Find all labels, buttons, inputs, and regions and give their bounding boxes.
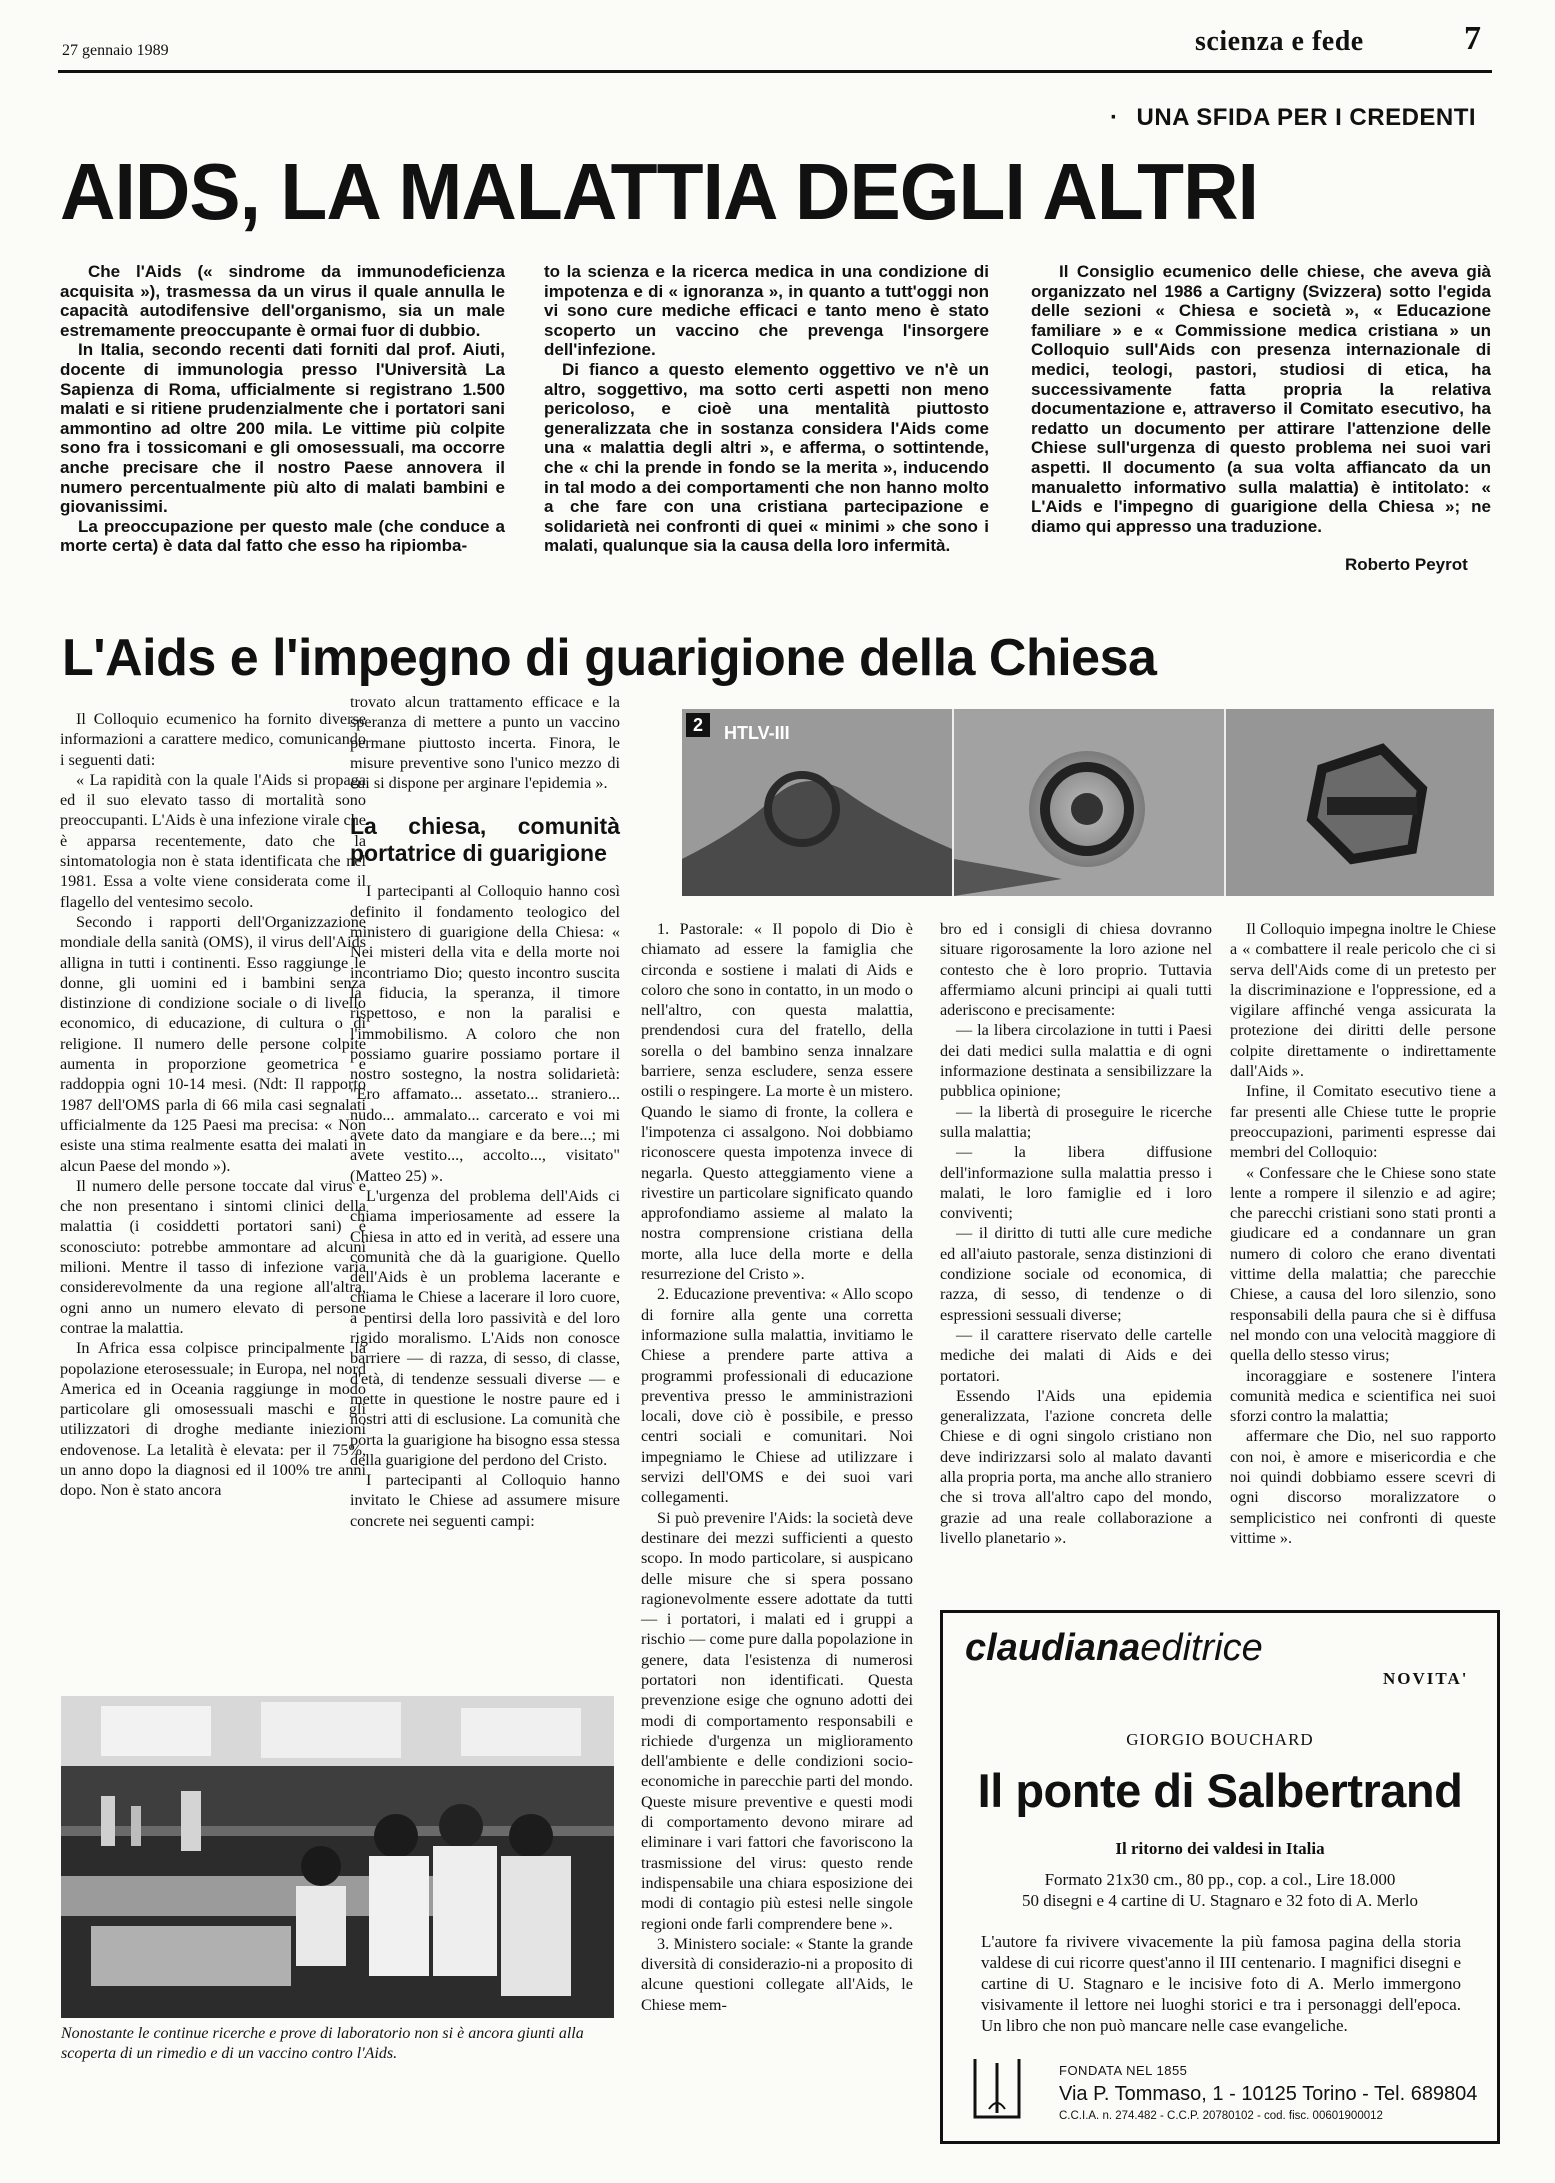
publisher-name: claudiana bbox=[965, 1627, 1141, 1669]
page-number: 7 bbox=[1464, 20, 1481, 57]
new-release-tag: NOVITA' bbox=[1383, 1669, 1469, 1688]
article-paragraph: — la libera circolazione in tutti i Paesi dei dati medici sulla malattia e di ogni informazione destinata a sensibilizzare la pubblica opinione; bbox=[940, 1021, 1212, 1101]
article-paragraph: — la libertà di proseguire le ricerche sulla malattia; bbox=[940, 1102, 1212, 1141]
publisher-suffix: editrice bbox=[1140, 1627, 1263, 1669]
article-column-4 bbox=[940, 919, 1212, 1548]
section-title: scienza e fede bbox=[1195, 26, 1364, 57]
lead-column-1 bbox=[60, 262, 505, 556]
publisher-address: Via P. Tommaso, 1 - 10125 Torino - Tel. 689804 bbox=[1059, 2083, 1478, 2105]
article-paragraph: Si può prevenire l'Aids: la società deve destinare dei mezzi sufficienti a questo scopo. In modo particolare, si auspicano delle misure che si spera possano ragionevolmente essere adottate da tutti — i portatori, i malati ed i gruppi a rischio — come pure dalla popolazione in genere, data l'esistenza di numerosi portatori non identificati. Questa prevenzione esige che ognuno adotti dei modi di comportamento responsabili e richiede d'urgenza un miglioramento dell'ambiente e delle condizioni socio-economiche in parecchie parti del mondo. Queste misure preventive e questi modi di comportamento devono mirare ad eliminare i vari fattori che favoriscono la trasmissione del virus: questo rende indispensabile una chiara esposizione dei modi di contagio più estesi nelle singole regioni onde farli comprendere bene ». bbox=[641, 1508, 913, 1933]
lead-column-3 bbox=[1031, 262, 1491, 536]
laboratory-photo bbox=[61, 1696, 614, 2018]
author-signature: Roberto Peyrot bbox=[1345, 555, 1468, 574]
kicker: · UNA SFIDA PER I CREDENTI bbox=[1110, 104, 1476, 132]
lead-column-2 bbox=[544, 262, 989, 556]
lead-paragraph: to la scienza e la ricerca medica in una condizione di impotenza e di « ignoranza », in quanto a tutt'oggi non vi sono cure mediche efficaci e tanto meno è stato scoperto un vaccino che prevenga l'insorgere dell'infezione. bbox=[544, 262, 989, 360]
article-paragraph: trovato alcun trattamento efficace e la speranza di mettere a punto un vaccino permane piuttosto incerta. Finora, le misure preventive sono l'unico mezzo di cui si dispone per arginare l'epidemia ». bbox=[350, 693, 620, 793]
article-paragraph: Il numero delle persone toccate dal virus e che non presentano i sintomi clinici della malattia (i cosiddetti portatori sani) è sconosciuto: potrebbe ammontare ad alcuni milioni. Mentre il tasso di infezione varia considerevolmente da una regione all'altra, ogni anno un numero elevato di persone contrae la malattia. bbox=[60, 1176, 366, 1337]
article-paragraph: — la libera diffusione dell'informazione sulla malattia presso i malati, le loro famiglie ed i loro conviventi; bbox=[940, 1143, 1212, 1223]
article-paragraph: 2. Educazione preventiva: « Allo scopo di fornire alla gente una corretta informazione sulla malattia, invitiamo le Chiese a prendere parte attiva a programmi professionali di educazione preventiva presso le amministrazioni locali, dove ciò è possibile, e presso centri sociali e comunitari. Noi impegniamo le Chiese ad utilizzare i servizi dell'OMS e dei suoi vari collegamenti. bbox=[641, 1285, 913, 1507]
article-paragraph: affermare che Dio, nel suo rapporto con noi, è amore e misericordia e che noi quindi dobbiamo essere scevri di ogni discorso moralizzatore o semplicistico nei confronti di queste vittime ». bbox=[1230, 1427, 1496, 1547]
article-paragraph: Infine, il Comitato esecutivo tiene a far presenti alle Chiese tutte le proprie preoccupazioni, parimenti espresse dai membri del Colloquio: bbox=[1230, 1082, 1496, 1162]
article-column-3 bbox=[641, 919, 913, 2015]
article-paragraph: « La rapidità con la quale l'Aids si propaga ed il suo elevato tasso di mortalità sono preoccupanti. L'Aids è una infezione virale che è apparsa recentemente, dato che la sintomatologia non è stata identificata che nel 1981. Essa a volte viene considerata come il flagello del ventesimo secolo. bbox=[60, 770, 366, 911]
issue-date: 27 gennaio 1989 bbox=[62, 42, 169, 59]
article-paragraph: Secondo i rapporti dell'Organizzazione mondiale della sanità (OMS), il virus dell'Aids alligna in tutti i continenti. Esso raggiunge le donne, gli uomini ed i bambini senza distinzione di condizione sociale o di livello economico, di educazione, di cultura o di religione. Il numero delle persone colpite aumenta in proporzione geometrica e raddoppia ogni 10-14 mesi. (Ndt: Il rapporto 1987 dell'OMS parla di 66 mila casi segnalati ufficialmente da 125 Paesi ma precisa: « Non esiste una stima realmente esatta dei malati in alcun Paese del mondo »). bbox=[60, 912, 366, 1175]
article-column-1 bbox=[60, 709, 366, 1501]
virus-micrograph-photo bbox=[682, 709, 1494, 896]
publisher-logo bbox=[965, 1627, 1263, 1670]
header-rule bbox=[58, 70, 1492, 73]
micrograph-illustration bbox=[682, 709, 1494, 896]
publisher-emblem-icon bbox=[971, 2057, 1023, 2121]
book-description: L'autore fa rivivere vivacemente la più famosa pagina della storia valdese di cui ricorre quest'anno il III centenario. I magnifici disegni e cartine di U. Stagnaro e le incisive foto di A. Merlo immergono visivamente il lettore nei luoghi storici e tra i personaggi dell'epoca. Un libro che non può mancare nelle case evangeliche. bbox=[981, 1932, 1461, 2035]
article-column-5 bbox=[1230, 919, 1496, 1548]
article-paragraph: — il diritto di tutti alle cure mediche ed all'aiuto pastorale, senza distinzioni di condizione sociale od economica, di razza, di sesso, di tendenze o di espressioni sessuali diverse; bbox=[940, 1224, 1212, 1324]
book-author: GIORGIO BOUCHARD bbox=[1126, 1730, 1314, 1749]
book-subtitle: Il ritorno dei valdesi in Italia bbox=[1115, 1839, 1325, 1858]
article-subheading: La chiesa, comunità portatrice di guarigione bbox=[350, 813, 620, 867]
book-title: Il ponte di Salbertrand bbox=[977, 1764, 1463, 1817]
article-paragraph: 3. Ministero sociale: « Stante la grande diversità di considerazio-ni a proposito di alcune questioni collegate all'Aids, le Chiese mem- bbox=[641, 1934, 913, 2014]
lead-paragraph: Che l'Aids (« sindrome da immunodeficienza acquisita »), trasmessa da un virus il quale annulla le capacità autodifensive dell'organismo, sia un male estremamente preoccupante è ormai fuor di dubbio. bbox=[60, 262, 505, 340]
fiscal-codes: C.C.I.A. n. 274.482 - C.C.P. 20780102 - cod. fisc. 00601900012 bbox=[1059, 2110, 1383, 2122]
photo-caption: Nonostante le continue ricerche e prove di laboratorio non si è ancora giunti alla scoperta di un rimedio e di un vaccino contro l'Aids. bbox=[61, 2025, 584, 2062]
article-paragraph: L'urgenza del problema dell'Aids ci chiama imperiosamente ad essere la Chiesa in atto ed in verità, ad essere una comunità che dà la guarigione. Quello dell'Aids è un problema lacerante e chiama le Chiese a lacerare il loro cuore, a pentirsi della loro passività e del loro rigido moralismo. L'Aids non conosce barriere — di razza, di sesso, di classe, d'età, di tendenze sessuali diverse — e mette in questione le nostre paure ed i nostri atti di esclusione. La comunità che porta la guarigione ha bisogno essa stessa della guarigione del perdono del Cristo. bbox=[350, 1186, 620, 1469]
laboratory-illustration bbox=[61, 1696, 614, 2018]
article-column-2 bbox=[350, 692, 620, 1531]
article-paragraph: In Africa essa colpisce principalmente la popolazione eterosessuale; in Europa, nel nord America ed in Oceania raggiunge in modo particolare gli omosessuali maschi e gli utilizzatori di droghe mediante iniezioni endovenose. La letalità è elevata: per il 75%, un anno dopo la diagnosi ed il 100% tre anni dopo. Non è stato ancora bbox=[60, 1339, 366, 1500]
article-paragraph: I partecipanti al Colloquio hanno invitato le Chiese ad assumere misure concrete nei seguenti campi: bbox=[350, 1471, 620, 1530]
publisher-advertisement bbox=[940, 1610, 1500, 2144]
book-format: Formato 21x30 cm., 80 pp., cop. a col., Lire 18.000 bbox=[1044, 1870, 1396, 1889]
article-paragraph: Essendo l'Aids una epidemia generalizzata, l'azione concreta delle Chiese e di ogni singolo cristiano non deve indirizzarsi solo al malato davanti alla propria porta, ma anche allo straniero che si trova all'altro capo del mondo, grazie ad una reale collaborazione a livello planetario ». bbox=[940, 1386, 1212, 1547]
virus-label: HTLV-III bbox=[724, 723, 790, 743]
article-paragraph: Il Colloquio impegna inoltre le Chiese a « combattere il reale pericolo che ci si serva dell'Aids come di un pretesto per la discriminazione e l'oppressione, ed a vigilare affinché venga assicurata la protezione dei diritti delle persone colpite direttamente o indirettamente dall'Aids ». bbox=[1230, 920, 1496, 1081]
article-headline: L'Aids e l'impegno di guarigione della Chiesa bbox=[62, 629, 1157, 687]
lead-paragraph: Di fianco a questo elemento oggettivo ve n'è un altro, soggettivo, ma sotto certi aspetti non meno pericoloso, e cioè una mentalità piuttosto generalizzata che in sostanza considera l'Aids come una « malattia degli altri », e afferma, o sottintende, che « chi la prende in fondo se la merita », inducendo in tal modo a dei comportamenti che non hanno molto a che fare con una cristiana partecipazione e solidarietà nei confronti di quei « minimi » che sono i malati, qualunque sia la causa della loro infermità. bbox=[544, 359, 989, 556]
article-paragraph: incoraggiare e sostenere l'intera comunità medica e scientifica nei suoi sforzi contro la malattia; bbox=[1230, 1366, 1496, 1426]
figure-number: 2 bbox=[686, 713, 710, 737]
lead-paragraph: Il Consiglio ecumenico delle chiese, che aveva già organizzato nel 1986 a Cartigny (Svizzera) sotto l'egida delle sezioni « Chiesa e società », « Educazione familiare » e « Commissione medica cristiana » un Colloquio sull'Aids con presenza internazionale di medici, teologi, pastori, studiosi di etica, ha successivamente fatta propria la relativa documentazione e, attraverso il Comitato esecutivo, ha redatto un documento per attirare l'attenzione delle Chiese sull'urgenza di questo problema nei suoi vari aspetti. Il documento (a sua volta affiancato da un manualetto informativo sulla malattia) è intitolato: « L'Aids e l'impegno di guarigione della Chiesa »; ne diamo qui appresso una traduzione. bbox=[1031, 262, 1491, 536]
lead-paragraph: La preoccupazione per questo male (che conduce a morte certa) è data dal fatto che esso ha ripiomba- bbox=[60, 516, 505, 556]
book-illustrations: 50 disegni e 4 cartine di U. Stagnaro e 32 foto di A. Merlo bbox=[1021, 1891, 1419, 1910]
article-paragraph: « Confessare che le Chiese sono state lente a rompere il silenzio e ad agire; che parecchi cristiani sono stati pronti a giudicare ed a condannare un gran numero di coloro che erano diventati vittime della malattia; che parecchie Chiese, a causa del loro silenzio, sono responsabili della paura che si è diffusa nel mondo con una velocità maggiore di quella dello stesso virus; bbox=[1230, 1163, 1496, 1365]
article-paragraph: — il carattere riservato delle cartelle mediche dei malati di Aids e dei portatori. bbox=[940, 1325, 1212, 1385]
article-paragraph: Il Colloquio ecumenico ha fornito diverse informazioni a carattere medico, comunicando i seguenti dati: bbox=[60, 710, 366, 769]
founded-line: FONDATA NEL 1855 bbox=[1059, 2063, 1188, 2078]
article-paragraph: 1. Pastorale: « Il popolo di Dio è chiamato ad essere la famiglia che circonda e sostiene i malati di Aids e coloro che sono in contatto, in un modo o nell'altro, con questa malattia, prendendosi cura del fratello, della sorella o del bambino senza innalzare barriere, senza escludere, senza essere ostili o respingere. La morte è un mistero. Quando le siamo di fronte, la collera e l'impotenza ci assalgono. Noi dobbiamo riconoscere questa impotenza invece di negarla. Questo atteggiamento viene a rivestire un particolare significato quando approfondiamo assieme al malato la nostra comprensione cristiana della morte, alla luce della morte e della resurrezione del Cristo ». bbox=[641, 920, 913, 1284]
article-paragraph: I partecipanti al Colloquio hanno così definito il fondamento teologico del ministero di guarigione della Chiesa: « Nei misteri della vita e della morte noi incontriamo Dio; questo incontro suscita la fiducia, la speranza, il timore rispettoso, e non la paralisi e l'immobilismo. A coloro che non possiamo guarire possiamo portare il nostro sostegno, la nostra solidarietà: "Ero affamato... assetato... straniero... nudo... ammalato... carcerato e voi mi avete dato da mangiare e da bere...; mi avete vestito..., accolto..., visitato" (Matteo 25) ». bbox=[350, 882, 620, 1185]
book-details bbox=[963, 1869, 1477, 1911]
main-headline: AIDS, LA MALATTIA DEGLI ALTRI bbox=[60, 147, 1258, 236]
lead-paragraph: In Italia, secondo recenti dati forniti dal prof. Aiuti, docente di immunologia presso l'Università La Sapienza di Roma, ufficialmente si registrano 1.500 malati e si ritiene prudenzialmente che i portatori sani ammontino ad oltre 200 mila. Le vittime più colpite sono fra i tossicomani e gli omosessuali, ma occorre anche precisare che il nostro Paese annovera il numero percentualmente più alto di malati bambini e giovanissimi. bbox=[60, 340, 505, 517]
article-paragraph: bro ed i consigli di chiesa dovranno situare rigorosamente la loro azione nel contesto che è loro proprio. Tuttavia affermiamo alcuni principi ai quali tutti aderiscono e precisamente: bbox=[940, 920, 1212, 1020]
